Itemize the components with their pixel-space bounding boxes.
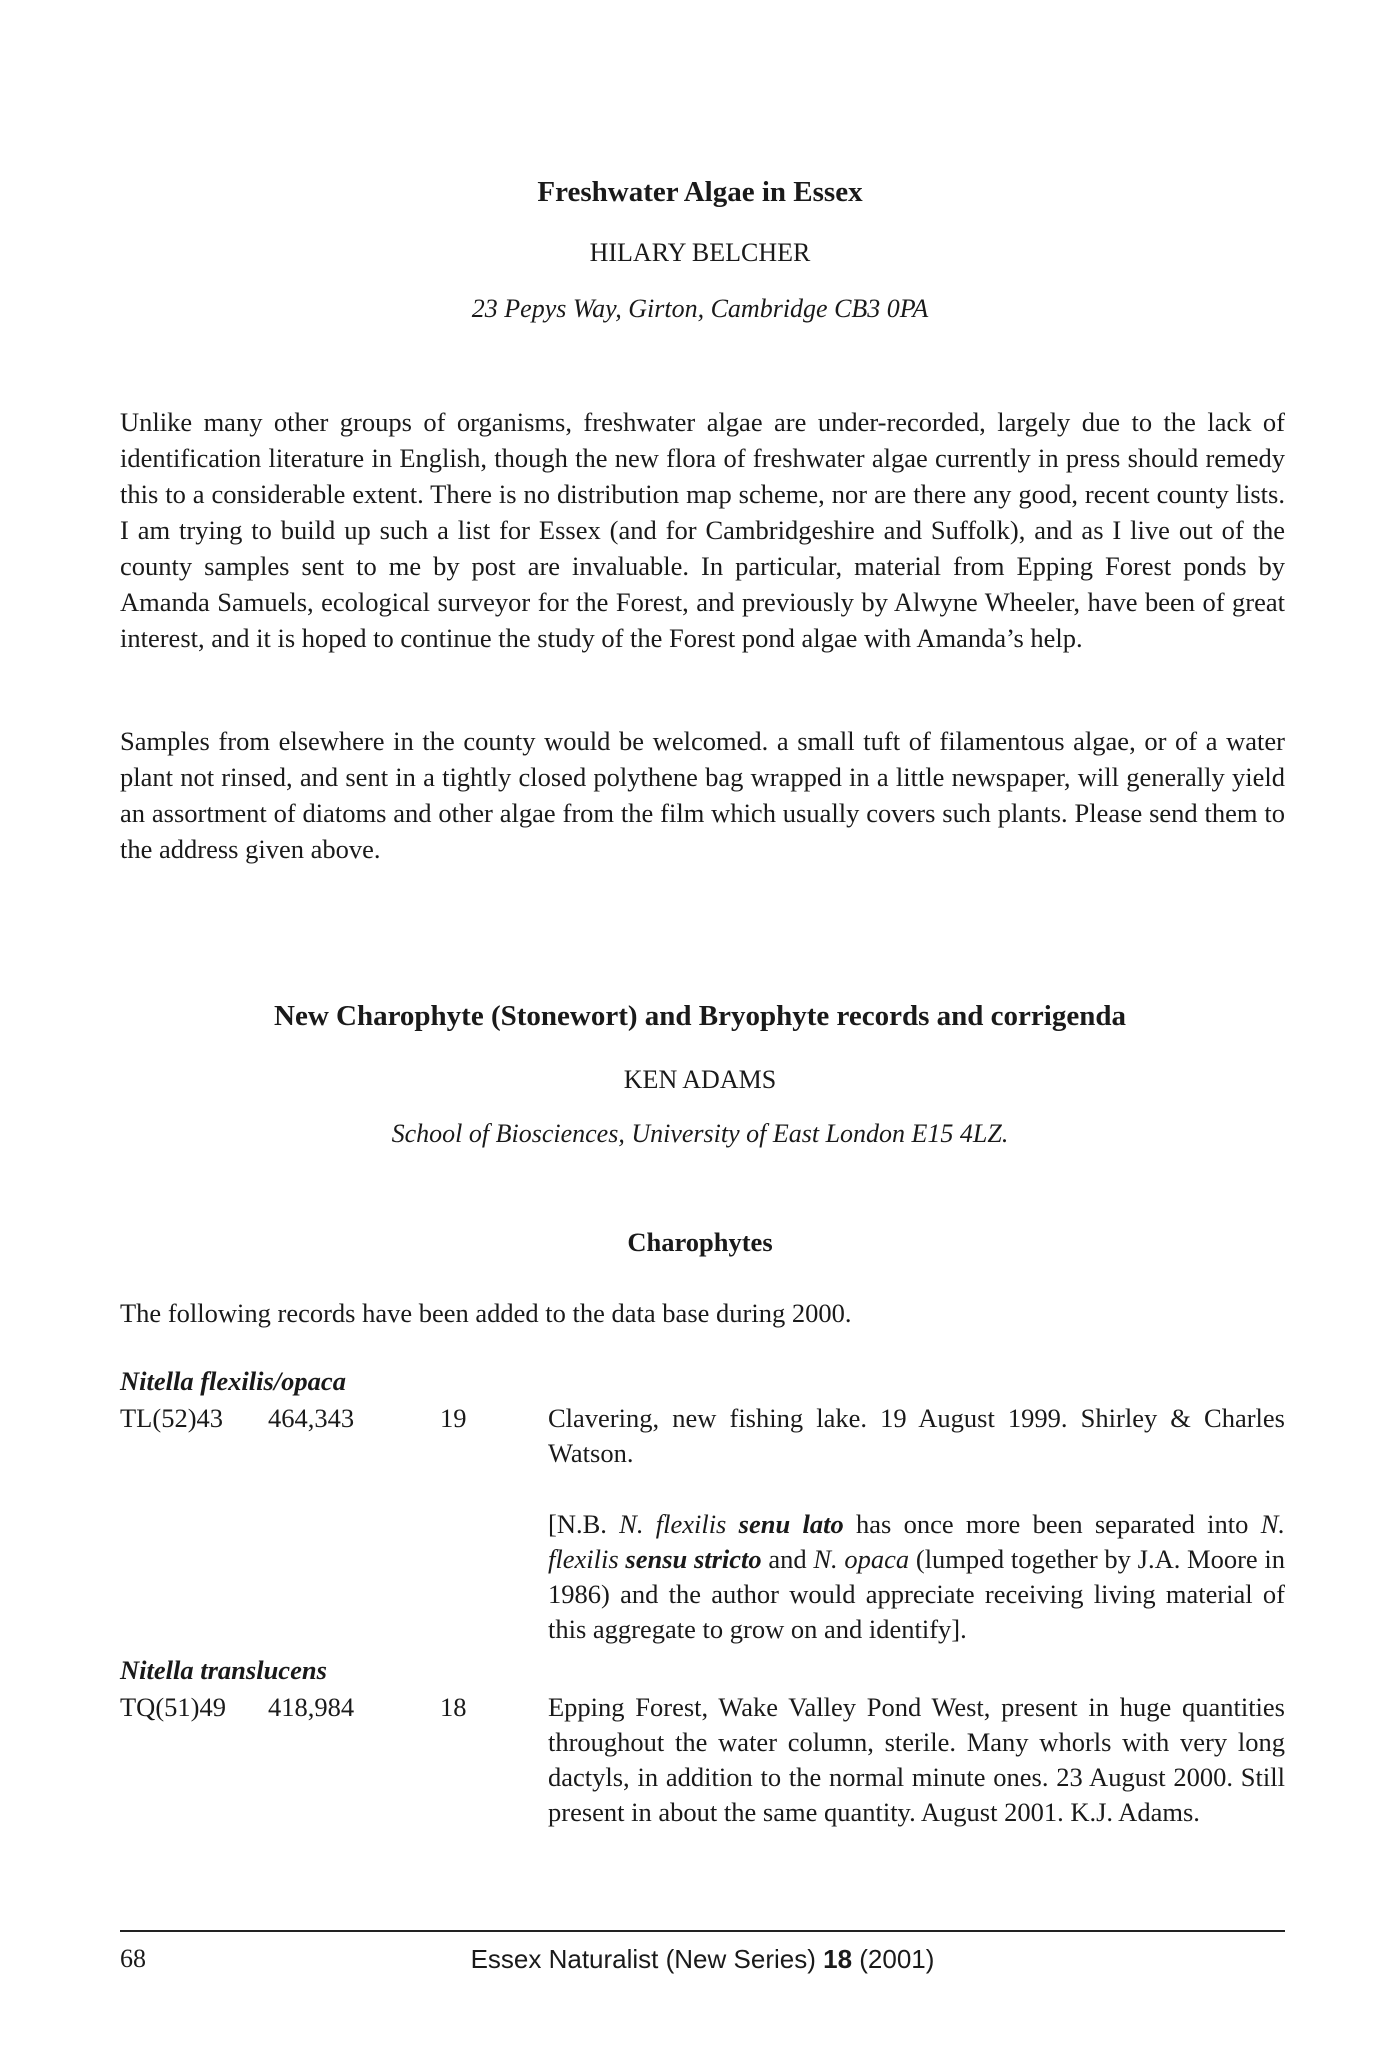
article-title: Freshwater Algae in Essex: [537, 176, 863, 208]
article-title: New Charophyte (Stonewort) and Bryophyte records and corrigenda: [274, 1000, 1126, 1032]
grid-coordinates: 418,984: [268, 1692, 355, 1722]
grid-coordinates: 464,343: [268, 1403, 355, 1433]
article-author: HILARY BELCHER: [589, 238, 811, 267]
body-paragraph: Unlike many other groups of organisms, freshwater algae are under-recorded, largely due to the lack of identification literature in English, though the new flora of freshwater algae currently in press should remedy this to a considerable extent. There is no distribution map scheme, nor are there any good, recent county lists. I am trying to build up such a list for Essex (and for Cambridgeshire and Suffolk), and as I live out of the county samples sent to me by post are invaluable. In particular, material from Epping Forest ponds by Amanda Samuels, ecological surveyor for the Forest, and previously by Alwyne Wheeler, have been of great interest, and it is hoped to continue the study of the Forest pond algae with Amanda’s help.: [120, 407, 1285, 653]
vice-county: 18: [440, 1692, 467, 1722]
species-name: Nitella translucens: [120, 1655, 327, 1685]
body-paragraph: Samples from elsewhere in the county would be welcomed. a small tuft of filamentous algae, or of a water plant not rinsed, and sent in a tightly closed polythene bag wrapped in a little newspaper, will generally yield an assortment of diatoms and other algae from the film which usually covers such plants. Please send them to the address given above.: [120, 726, 1285, 864]
species-name: Nitella flexilis/opaca: [120, 1366, 346, 1396]
vice-county: 19: [440, 1403, 467, 1433]
record-note: [N.B. N. flexilis senu lato has once more been separated into N. flexilis sensu stricto and N. opaca (lumped together by J.A. Moore in 1986) and the author would appreciate receiving living material of this aggregate to grow on and identify].: [548, 1509, 1286, 1644]
grid-reference: TQ(51)49: [120, 1692, 226, 1722]
section-heading: Charophytes: [627, 1227, 773, 1257]
intro-text: The following records have been added to the data base during 2000.: [120, 1298, 852, 1328]
author-address: 23 Pepys Way, Girton, Cambridge CB3 0PA: [471, 294, 929, 323]
record-description: Epping Forest, Wake Valley Pond West, present in huge quantities throughout the water column, sterile. Many whorls with very long dactyls, in addition to the normal minute ones. 23 August 2000. Still present in about the same quantity. August 2001. K.J. Adams.: [548, 1692, 1285, 1827]
page-number: 68: [120, 1944, 146, 1973]
grid-reference: TL(52)43: [120, 1403, 224, 1433]
record-description: Clavering, new fishing lake. 19 August 1999. Shirley & Charles Watson.: [548, 1403, 1285, 1468]
article-author: KEN ADAMS: [623, 1065, 777, 1094]
footer-rule: [120, 1930, 1285, 1932]
author-address: School of Biosciences, University of East London E15 4LZ.: [391, 1119, 1009, 1148]
journal-citation: Essex Naturalist (New Series) 18 (2001): [470, 1944, 935, 1974]
